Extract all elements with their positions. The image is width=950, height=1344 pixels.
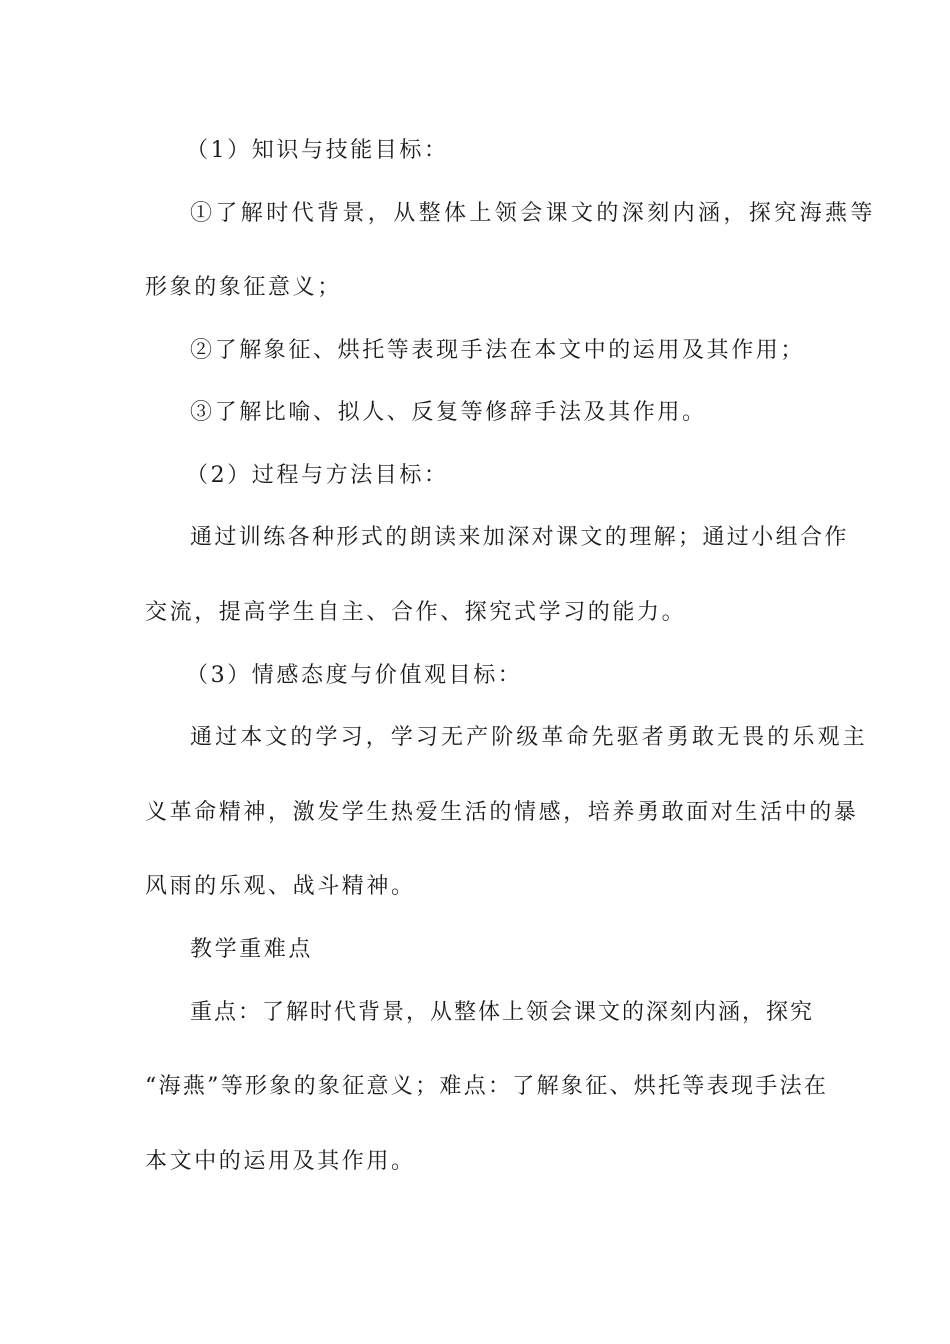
objective-3-body-line-2: 义革命精神，激发学生热爱生活的情感，培养勇敢面对生活中的暴 <box>145 800 859 825</box>
key-points-body-line-2: “海燕”等形象的象征意义；难点：了解象征、烘托等表现手法在 <box>145 1074 829 1099</box>
objective-1-item-2: ②了解象征、烘托等表现手法在本文中的运用及其作用； <box>190 338 806 363</box>
objective-3-heading: （3）情感态度与价值观目标： <box>186 663 523 688</box>
key-points-body-line-3: 本文中的运用及其作用。 <box>145 1149 416 1174</box>
objective-1-item-1-line-2: 形象的象征意义； <box>145 275 342 300</box>
objective-1-item-1-line-1: ①了解时代背景，从整体上领会课文的深刻内涵，探究海燕等 <box>190 201 876 226</box>
objective-3-body-line-1: 通过本文的学习，学习无产阶级革命先驱者勇敢无畏的乐观主 <box>190 725 868 750</box>
objective-3-body-line-3: 风雨的乐观、战斗精神。 <box>145 874 416 899</box>
key-points-body-line-1: 重点：了解时代背景，从整体上领会课文的深刻内涵，探究 <box>190 1000 815 1025</box>
objective-2-body-line-2: 交流，提高学生自主、合作、探究式学习的能力。 <box>145 600 687 625</box>
objective-2-body-line-1: 通过训练各种形式的朗读来加深对课文的理解；通过小组合作 <box>190 525 849 550</box>
key-difficult-points-heading: 教学重难点 <box>190 937 314 962</box>
objective-2-heading: （2）过程与方法目标： <box>186 463 449 488</box>
objective-1-heading: （1）知识与技能目标： <box>186 138 449 163</box>
objective-1-item-3: ③了解比喻、拟人、反复等修辞手法及其作用。 <box>190 400 707 425</box>
